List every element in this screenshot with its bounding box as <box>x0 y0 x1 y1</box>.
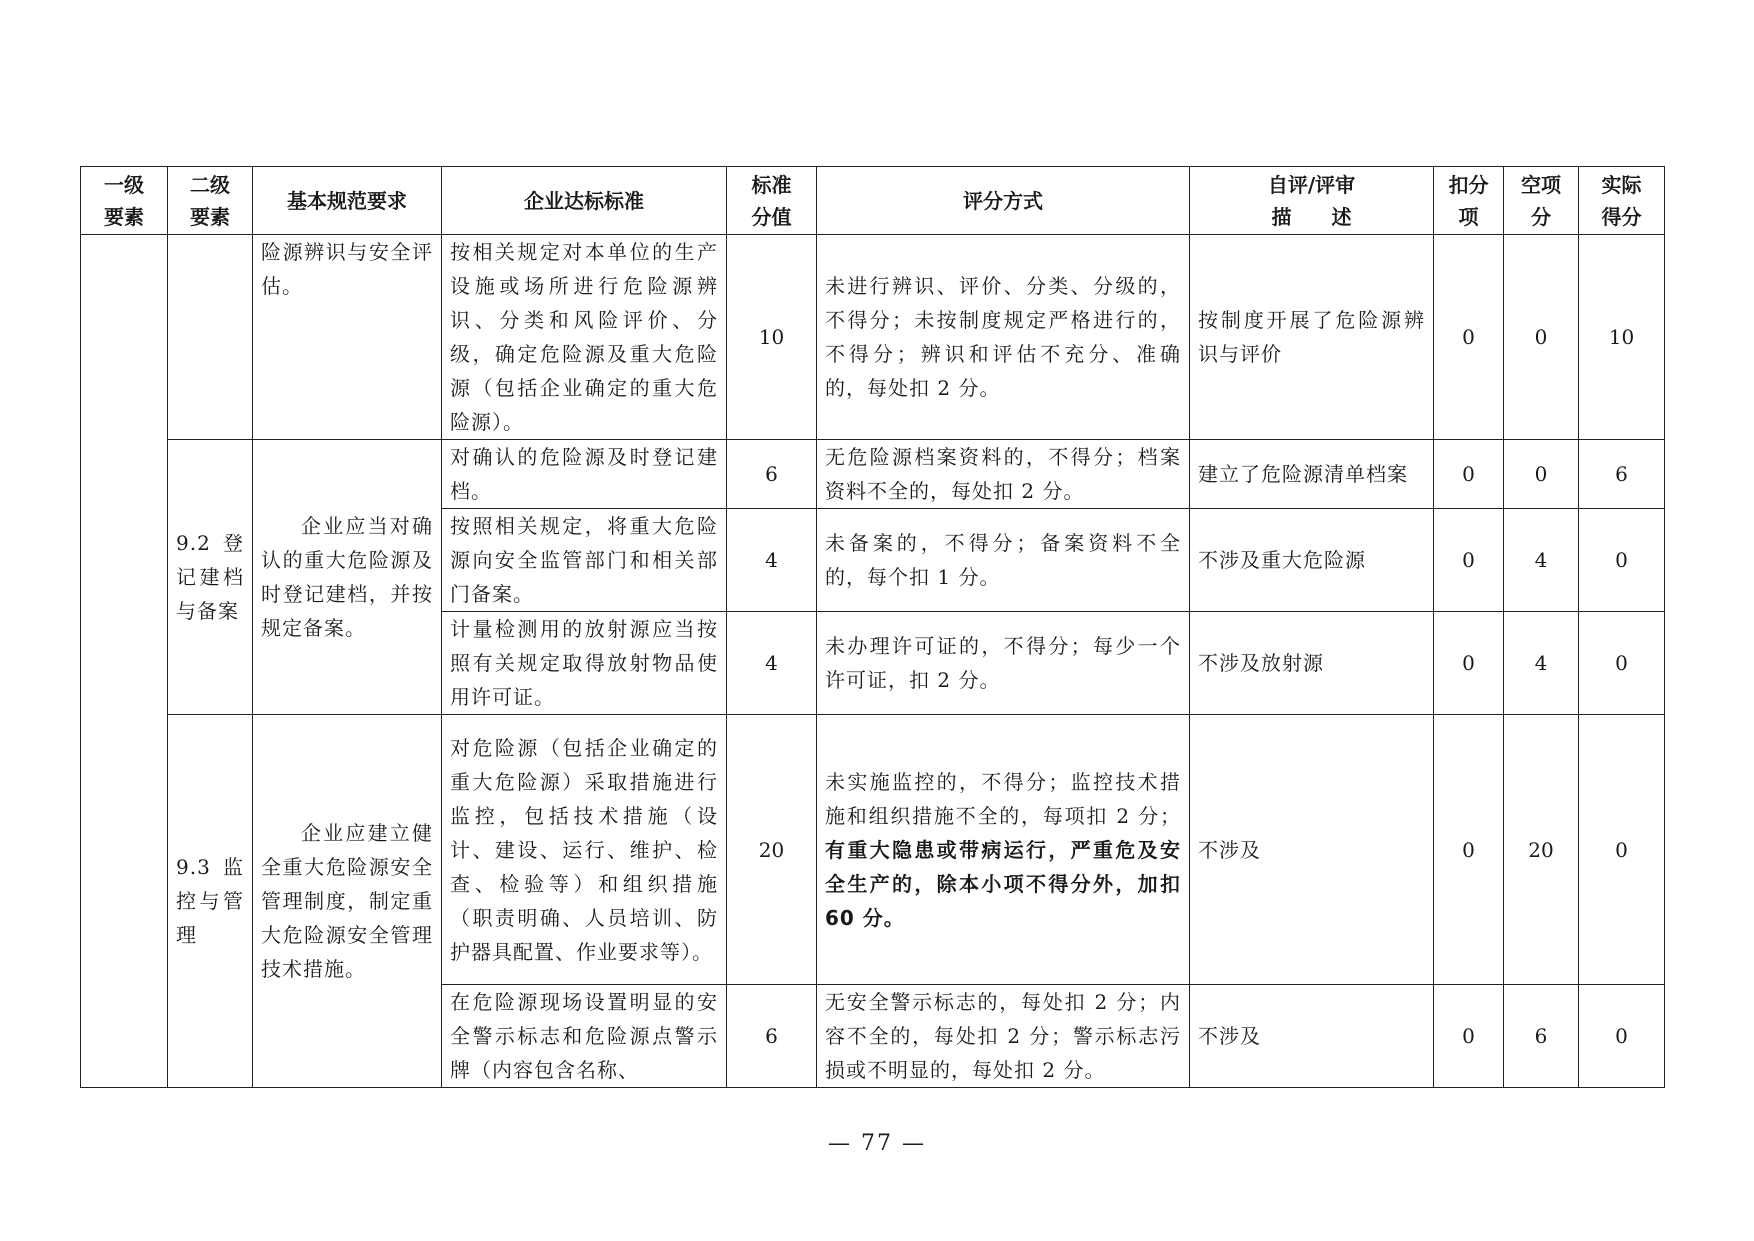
method-normal-text: 未实施监控的，不得分；监控技术措施和组织措施不全的，每项扣 2 分； <box>825 769 1181 828</box>
level2-cell: 9.2登记建档与备案 <box>168 440 253 715</box>
header-self-eval: 自评/评审 描 述 <box>1190 167 1434 235</box>
requirement-cell: 企业应当对确认的重大危险源及时登记建档，并按规定备案。 <box>253 440 442 715</box>
actual-cell: 0 <box>1579 985 1665 1088</box>
header-actual: 实际 得分 <box>1579 167 1665 235</box>
requirement-cell: 险源辨识与安全评估。 <box>253 235 442 440</box>
method-cell: 未备案的，不得分；备案资料不全的，每个扣 1 分。 <box>817 509 1190 612</box>
deduct-cell: 0 <box>1434 509 1504 612</box>
header-standard: 企业达标标准 <box>442 167 727 235</box>
requirement-cell: 企业应建立健全重大危险源安全管理制度，制定重大危险源安全管理技术措施。 <box>253 715 442 1088</box>
standard-cell: 对确认的危险源及时登记建档。 <box>442 440 727 509</box>
self-eval-cell: 不涉及放射源 <box>1190 612 1434 715</box>
table-row <box>81 715 1665 985</box>
table-row <box>81 235 1665 440</box>
empty-item-cell: 6 <box>1504 985 1579 1088</box>
self-eval-cell: 不涉及 <box>1190 715 1434 985</box>
empty-item-cell: 4 <box>1504 612 1579 715</box>
method-bold-text: 有重大隐患或带病运行，严重危及安全生产的，除本小项不得分外，加扣 60 分。 <box>825 837 1181 930</box>
self-eval-cell: 不涉及重大危险源 <box>1190 509 1434 612</box>
standard-cell: 在危险源现场设置明显的安全警示标志和危险源点警示牌（内容包含名称、 <box>442 985 727 1088</box>
score-cell: 6 <box>727 440 817 509</box>
header-empty-item: 空项 分 <box>1504 167 1579 235</box>
self-eval-cell: 按制度开展了危险源辨识与评价 <box>1190 235 1434 440</box>
page-number: — 77 — <box>828 1131 926 1156</box>
table-row <box>81 440 1665 509</box>
empty-item-cell: 0 <box>1504 440 1579 509</box>
header-level2: 二级 要素 <box>168 167 253 235</box>
deduct-cell: 0 <box>1434 440 1504 509</box>
level1-cell <box>81 235 168 1088</box>
standard-cell: 按相关规定对本单位的生产设施或场所进行危险源辨识、分类和风险评价、分级，确定危险源及重大危险源（包括企业确定的重大危险源）。 <box>442 235 727 440</box>
header-method: 评分方式 <box>817 167 1190 235</box>
deduct-cell: 0 <box>1434 715 1504 985</box>
method-cell <box>817 715 1190 985</box>
score-cell: 10 <box>727 235 817 440</box>
empty-item-cell: 20 <box>1504 715 1579 985</box>
actual-cell: 10 <box>1579 235 1665 440</box>
evaluation-table <box>80 166 1665 1088</box>
actual-cell: 0 <box>1579 612 1665 715</box>
method-cell: 未办理许可证的，不得分；每少一个许可证，扣 2 分。 <box>817 612 1190 715</box>
method-cell: 无安全警示标志的，每处扣 2 分；内容不全的，每处扣 2 分；警示标志污损或不明显的，每处扣 2 分。 <box>817 985 1190 1088</box>
header-level1: 一级 要素 <box>81 167 168 235</box>
score-cell: 4 <box>727 612 817 715</box>
table-header-row <box>81 167 1665 235</box>
method-cell: 无危险源档案资料的，不得分；档案资料不全的，每处扣 2 分。 <box>817 440 1190 509</box>
actual-cell: 0 <box>1579 509 1665 612</box>
header-score-std: 标准 分值 <box>727 167 817 235</box>
header-requirement: 基本规范要求 <box>253 167 442 235</box>
score-cell: 20 <box>727 715 817 985</box>
header-deduct: 扣分 项 <box>1434 167 1504 235</box>
actual-cell: 0 <box>1579 715 1665 985</box>
standard-cell: 按照相关规定，将重大危险源向安全监管部门和相关部门备案。 <box>442 509 727 612</box>
level2-cell: 9.3监控与管理 <box>168 715 253 1088</box>
score-cell: 6 <box>727 985 817 1088</box>
empty-item-cell: 0 <box>1504 235 1579 440</box>
empty-item-cell: 4 <box>1504 509 1579 612</box>
standard-cell: 计量检测用的放射源应当按照有关规定取得放射物品使用许可证。 <box>442 612 727 715</box>
standard-cell: 对危险源（包括企业确定的重大危险源）采取措施进行监控，包括技术措施（设计、建设、运行、维护、检查、检验等）和组织措施（职责明确、人员培训、防护器具配置、作业要求等）。 <box>442 715 727 985</box>
self-eval-cell: 建立了危险源清单档案 <box>1190 440 1434 509</box>
score-cell: 4 <box>727 509 817 612</box>
level2-cell <box>168 235 253 440</box>
self-eval-cell: 不涉及 <box>1190 985 1434 1088</box>
deduct-cell: 0 <box>1434 235 1504 440</box>
deduct-cell: 0 <box>1434 985 1504 1088</box>
method-cell: 未进行辨识、评价、分类、分级的，不得分；未按制度规定严格进行的，不得分；辨识和评估不充分、准确的，每处扣 2 分。 <box>817 235 1190 440</box>
actual-cell: 6 <box>1579 440 1665 509</box>
deduct-cell: 0 <box>1434 612 1504 715</box>
